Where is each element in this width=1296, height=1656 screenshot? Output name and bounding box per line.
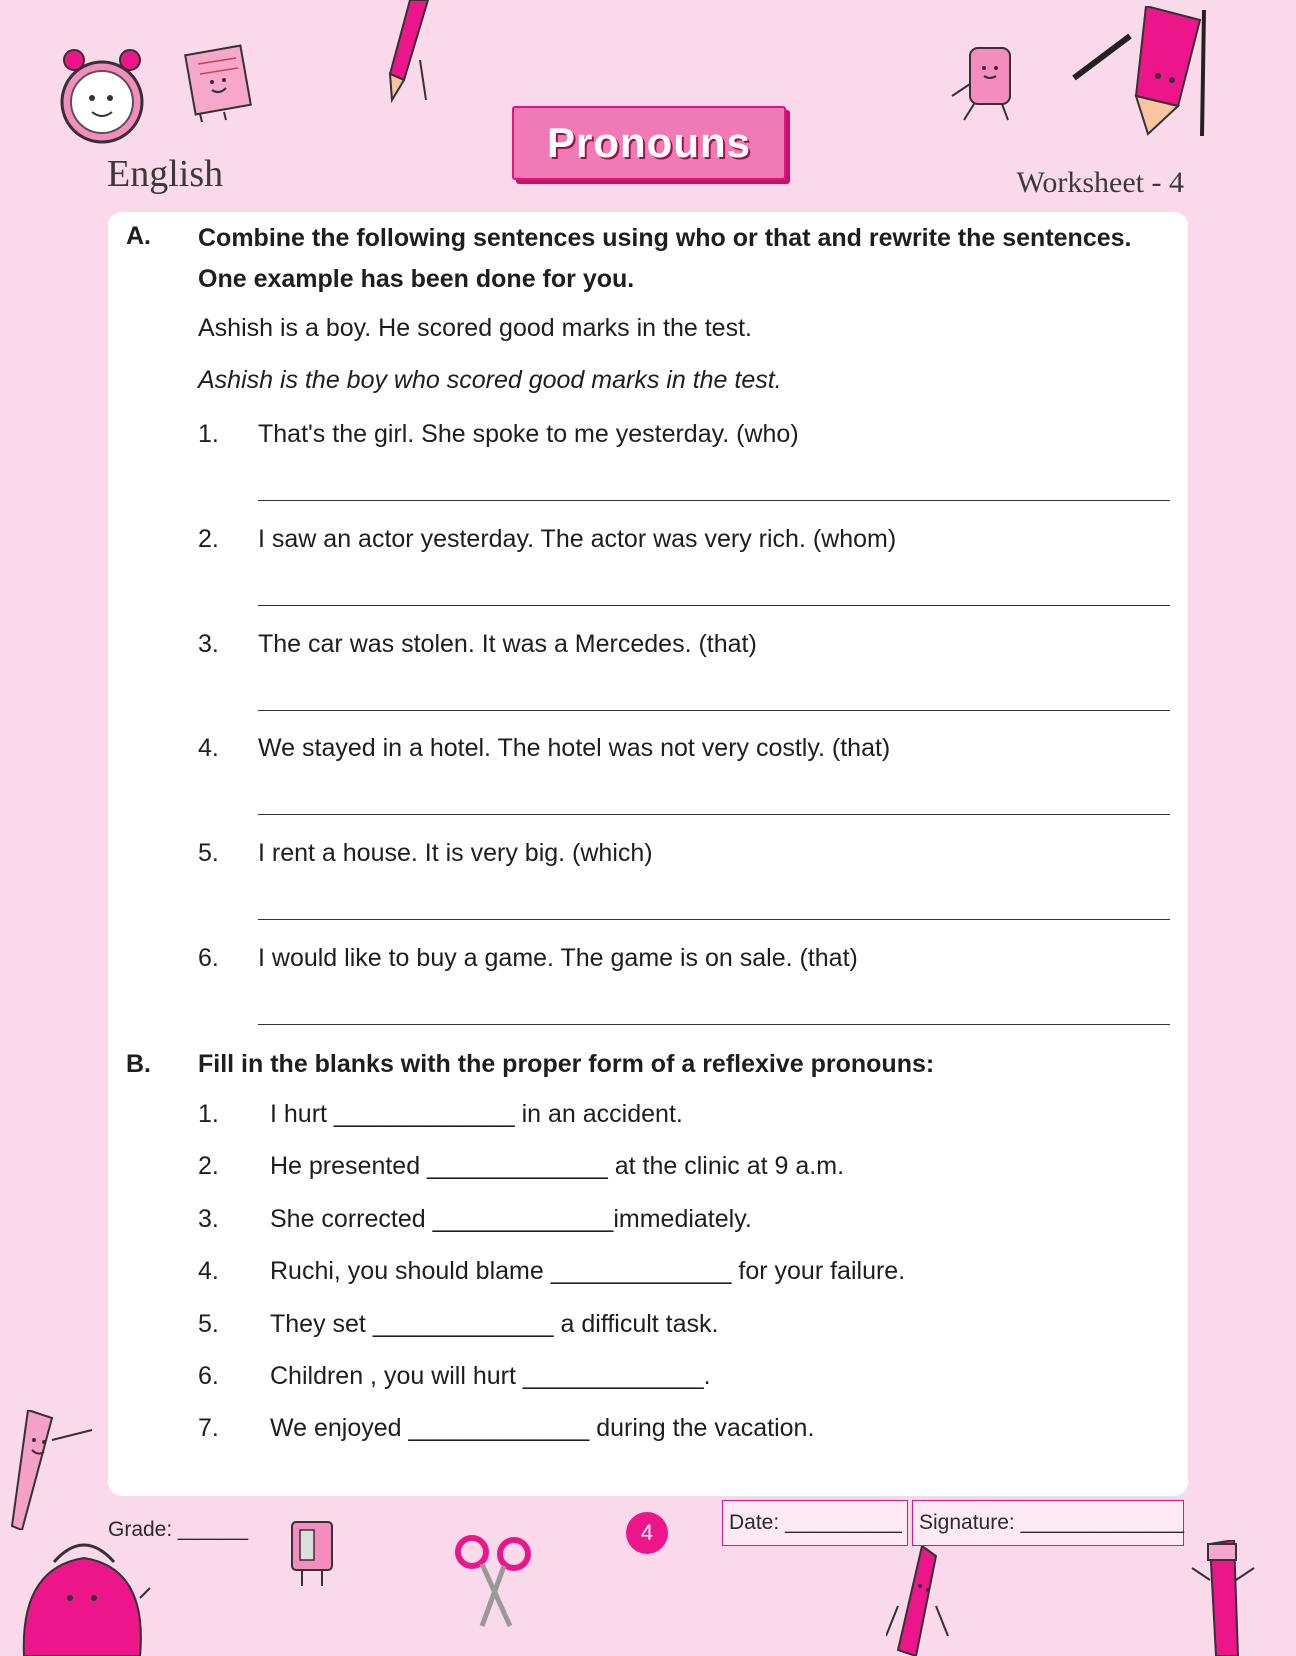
pen-character-icon <box>1190 1540 1260 1656</box>
question-text: That's the girl. She spoke to me yesterday. (who) <box>258 420 799 448</box>
fill-blank-question[interactable]: She corrected _____________immediately. <box>270 1205 752 1233</box>
question-number: 1. <box>198 420 219 448</box>
fill-blank-question[interactable]: They set _____________ a difficult task. <box>270 1310 719 1338</box>
date-box[interactable] <box>722 1500 908 1546</box>
section-b-letter: B. <box>126 1050 151 1078</box>
pencil-character-icon <box>1070 6 1220 136</box>
question-text: I would like to buy a game. The game is on sale. (that) <box>258 944 858 972</box>
question-text: I rent a house. It is very big. (which) <box>258 839 653 867</box>
question-number: 6. <box>198 1362 219 1390</box>
question-number: 4. <box>198 1257 219 1285</box>
pencil-icon <box>380 0 440 110</box>
backpack-icon <box>14 1528 154 1656</box>
section-b-instruction: Fill in the blanks with the proper form of a reflexive pronouns: <box>198 1050 935 1078</box>
question-text: We stayed in a hotel. The hotel was not very costly. (that) <box>258 734 891 762</box>
question-number: 5. <box>198 1310 219 1338</box>
sharpener-icon <box>282 1516 346 1590</box>
date-field[interactable]: Date: __________ <box>729 1511 902 1534</box>
signature-field[interactable]: Signature: ______________ <box>919 1511 1185 1534</box>
example-question: Ashish is a boy. He scored good marks in the test. <box>198 314 752 342</box>
question-number: 4. <box>198 734 219 762</box>
question-number: 1. <box>198 1100 219 1128</box>
signature-box[interactable] <box>912 1500 1184 1546</box>
fill-blank-question[interactable]: Children , you will hurt _____________. <box>270 1362 711 1390</box>
crayon-character-icon <box>886 1546 956 1656</box>
section-a-instruction-line1: Combine the following sentences using who or that and rewrite the sentences. <box>198 224 1132 252</box>
section-a-instruction-line2: One example has been done for you. <box>198 265 635 293</box>
question-number: 6. <box>198 944 219 972</box>
page-number-badge: 4 <box>626 1512 668 1554</box>
worksheet-title-banner <box>512 106 786 180</box>
question-text: The car was stolen. It was a Mercedes. (that) <box>258 630 757 658</box>
fill-blank-question[interactable]: Ruchi, you should blame _____________ for your failure. <box>270 1257 906 1285</box>
section-a-letter: A. <box>126 222 151 250</box>
question-number: 3. <box>198 1205 219 1233</box>
answer-line[interactable] <box>258 605 1170 606</box>
answer-line[interactable] <box>258 1024 1170 1025</box>
fill-blank-question[interactable]: I hurt _____________ in an accident. <box>270 1100 683 1128</box>
answer-line[interactable] <box>258 814 1170 815</box>
question-number: 2. <box>198 1152 219 1180</box>
subject-label: English <box>107 153 224 195</box>
question-number: 3. <box>198 630 219 658</box>
question-number: 5. <box>198 839 219 867</box>
grade-field[interactable]: Grade: ______ <box>108 1518 249 1541</box>
answer-line[interactable] <box>258 710 1170 711</box>
worksheet-number: Worksheet - 4 <box>1016 166 1184 199</box>
question-text: I saw an actor yesterday. The actor was very rich. (whom) <box>258 525 897 553</box>
notepad-icon <box>176 44 260 124</box>
alarm-clock-icon <box>52 40 152 150</box>
ruler-character-icon <box>8 1410 98 1530</box>
question-number: 7. <box>198 1414 219 1442</box>
page-title: Pronouns <box>547 119 751 166</box>
fill-blank-question[interactable]: He presented _____________ at the clinic at 9 a.m. <box>270 1152 845 1180</box>
question-number: 2. <box>198 525 219 553</box>
scissors-icon <box>452 1530 532 1630</box>
answer-line[interactable] <box>258 500 1170 501</box>
eraser-icon <box>944 44 1024 124</box>
fill-blank-question[interactable]: We enjoyed _____________ during the vacation. <box>270 1414 815 1442</box>
answer-line[interactable] <box>258 919 1170 920</box>
example-answer: Ashish is the boy who scored good marks in the test. <box>198 366 782 394</box>
